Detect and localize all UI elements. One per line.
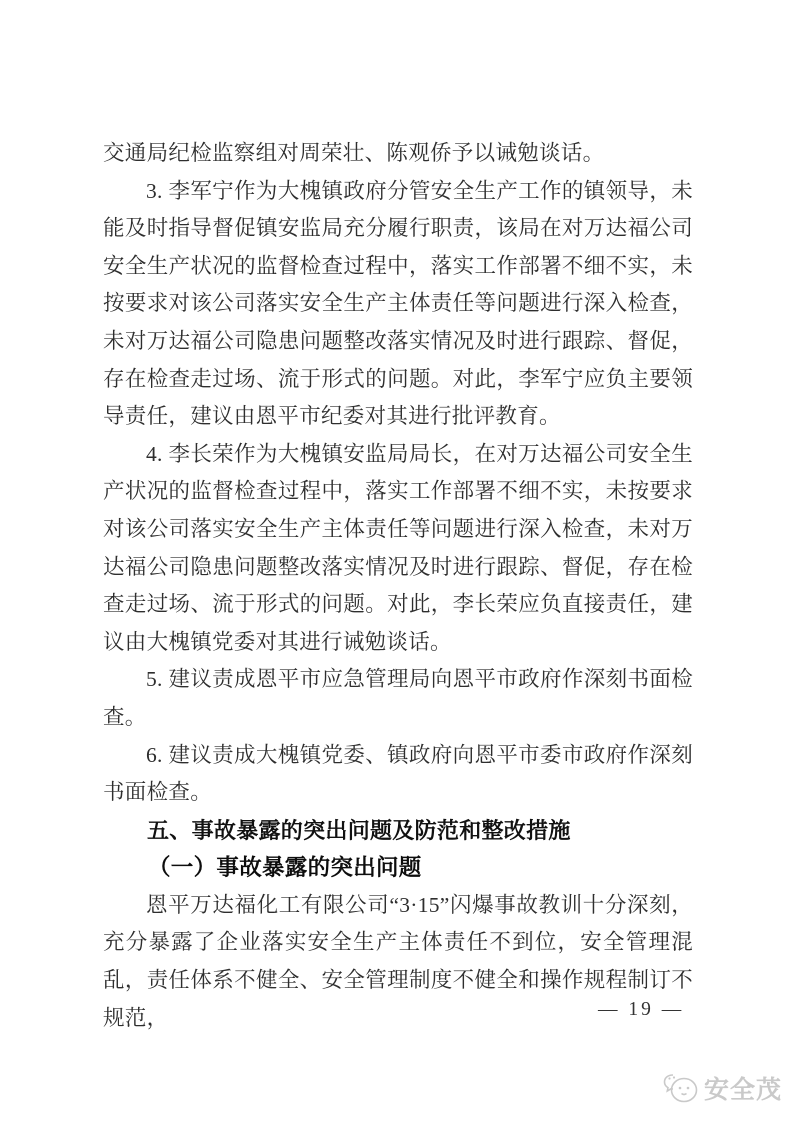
paragraph: 3. 李军宁作为大槐镇政府分管安全生产工作的镇领导，未能及时指导督促镇安监局充分履行职责，该局在对万达福公司安全生产状况的监督检查过程中，落实工作部署不细不实，未按要求对该公司落实安全生产主体责任等问题进行深入检查，未对万达福公司隐患问题整改落实情况及时进行跟踪、督促，存在检查走过场、流于形式的问题。对此，李军宁应负主要领导责任，建议由恩平市纪委对其进行批评教育。 — [103, 178, 693, 429]
paragraph: 6. 建议责成大槐镇党委、镇政府向恩平市委市政府作深刻书面检查。 — [103, 742, 693, 805]
page-number: — 19 — — [598, 999, 685, 1020]
section-heading: （一）事故暴露的突出问题 — [148, 855, 422, 881]
watermark-label: 安全茂 — [704, 1076, 783, 1104]
document-body — [103, 135, 693, 1037]
section-heading: 五、事故暴露的突出问题及防范和整改措施 — [147, 817, 571, 843]
panda-chat-logo-icon — [663, 1072, 699, 1104]
paragraph: 5. 建议责成恩平市应急管理局向恩平市政府作深刻书面检查。 — [103, 667, 693, 729]
paragraph: 4. 李长荣作为大槐镇安监局局长，在对万达福公司安全生产状况的监督检查过程中，落实工作部署不细不实，未按要求对该公司落实安全生产主体责任等问题进行深入检查，未对万达福公司隐患问题整改落实情况及时进行跟踪、督促，存在检查走过场、流于形式的问题。对此，李长荣应负直接责任，建议由大槐镇党委对其进行诫勉谈话。 — [103, 441, 693, 654]
paragraph: 交通局纪检监察组对周荣壮、陈观侨予以诫勉谈话。 — [103, 141, 605, 165]
paragraph: 恩平万达福化工有限公司“3·15”闪爆事故教训十分深刻，充分暴露了企业落实安全生产主体责任不到位，安全管理混乱，责任体系不健全、安全管理制度不健全和操作规程制订不规范， — [103, 892, 693, 1030]
watermark — [663, 1070, 782, 1106]
